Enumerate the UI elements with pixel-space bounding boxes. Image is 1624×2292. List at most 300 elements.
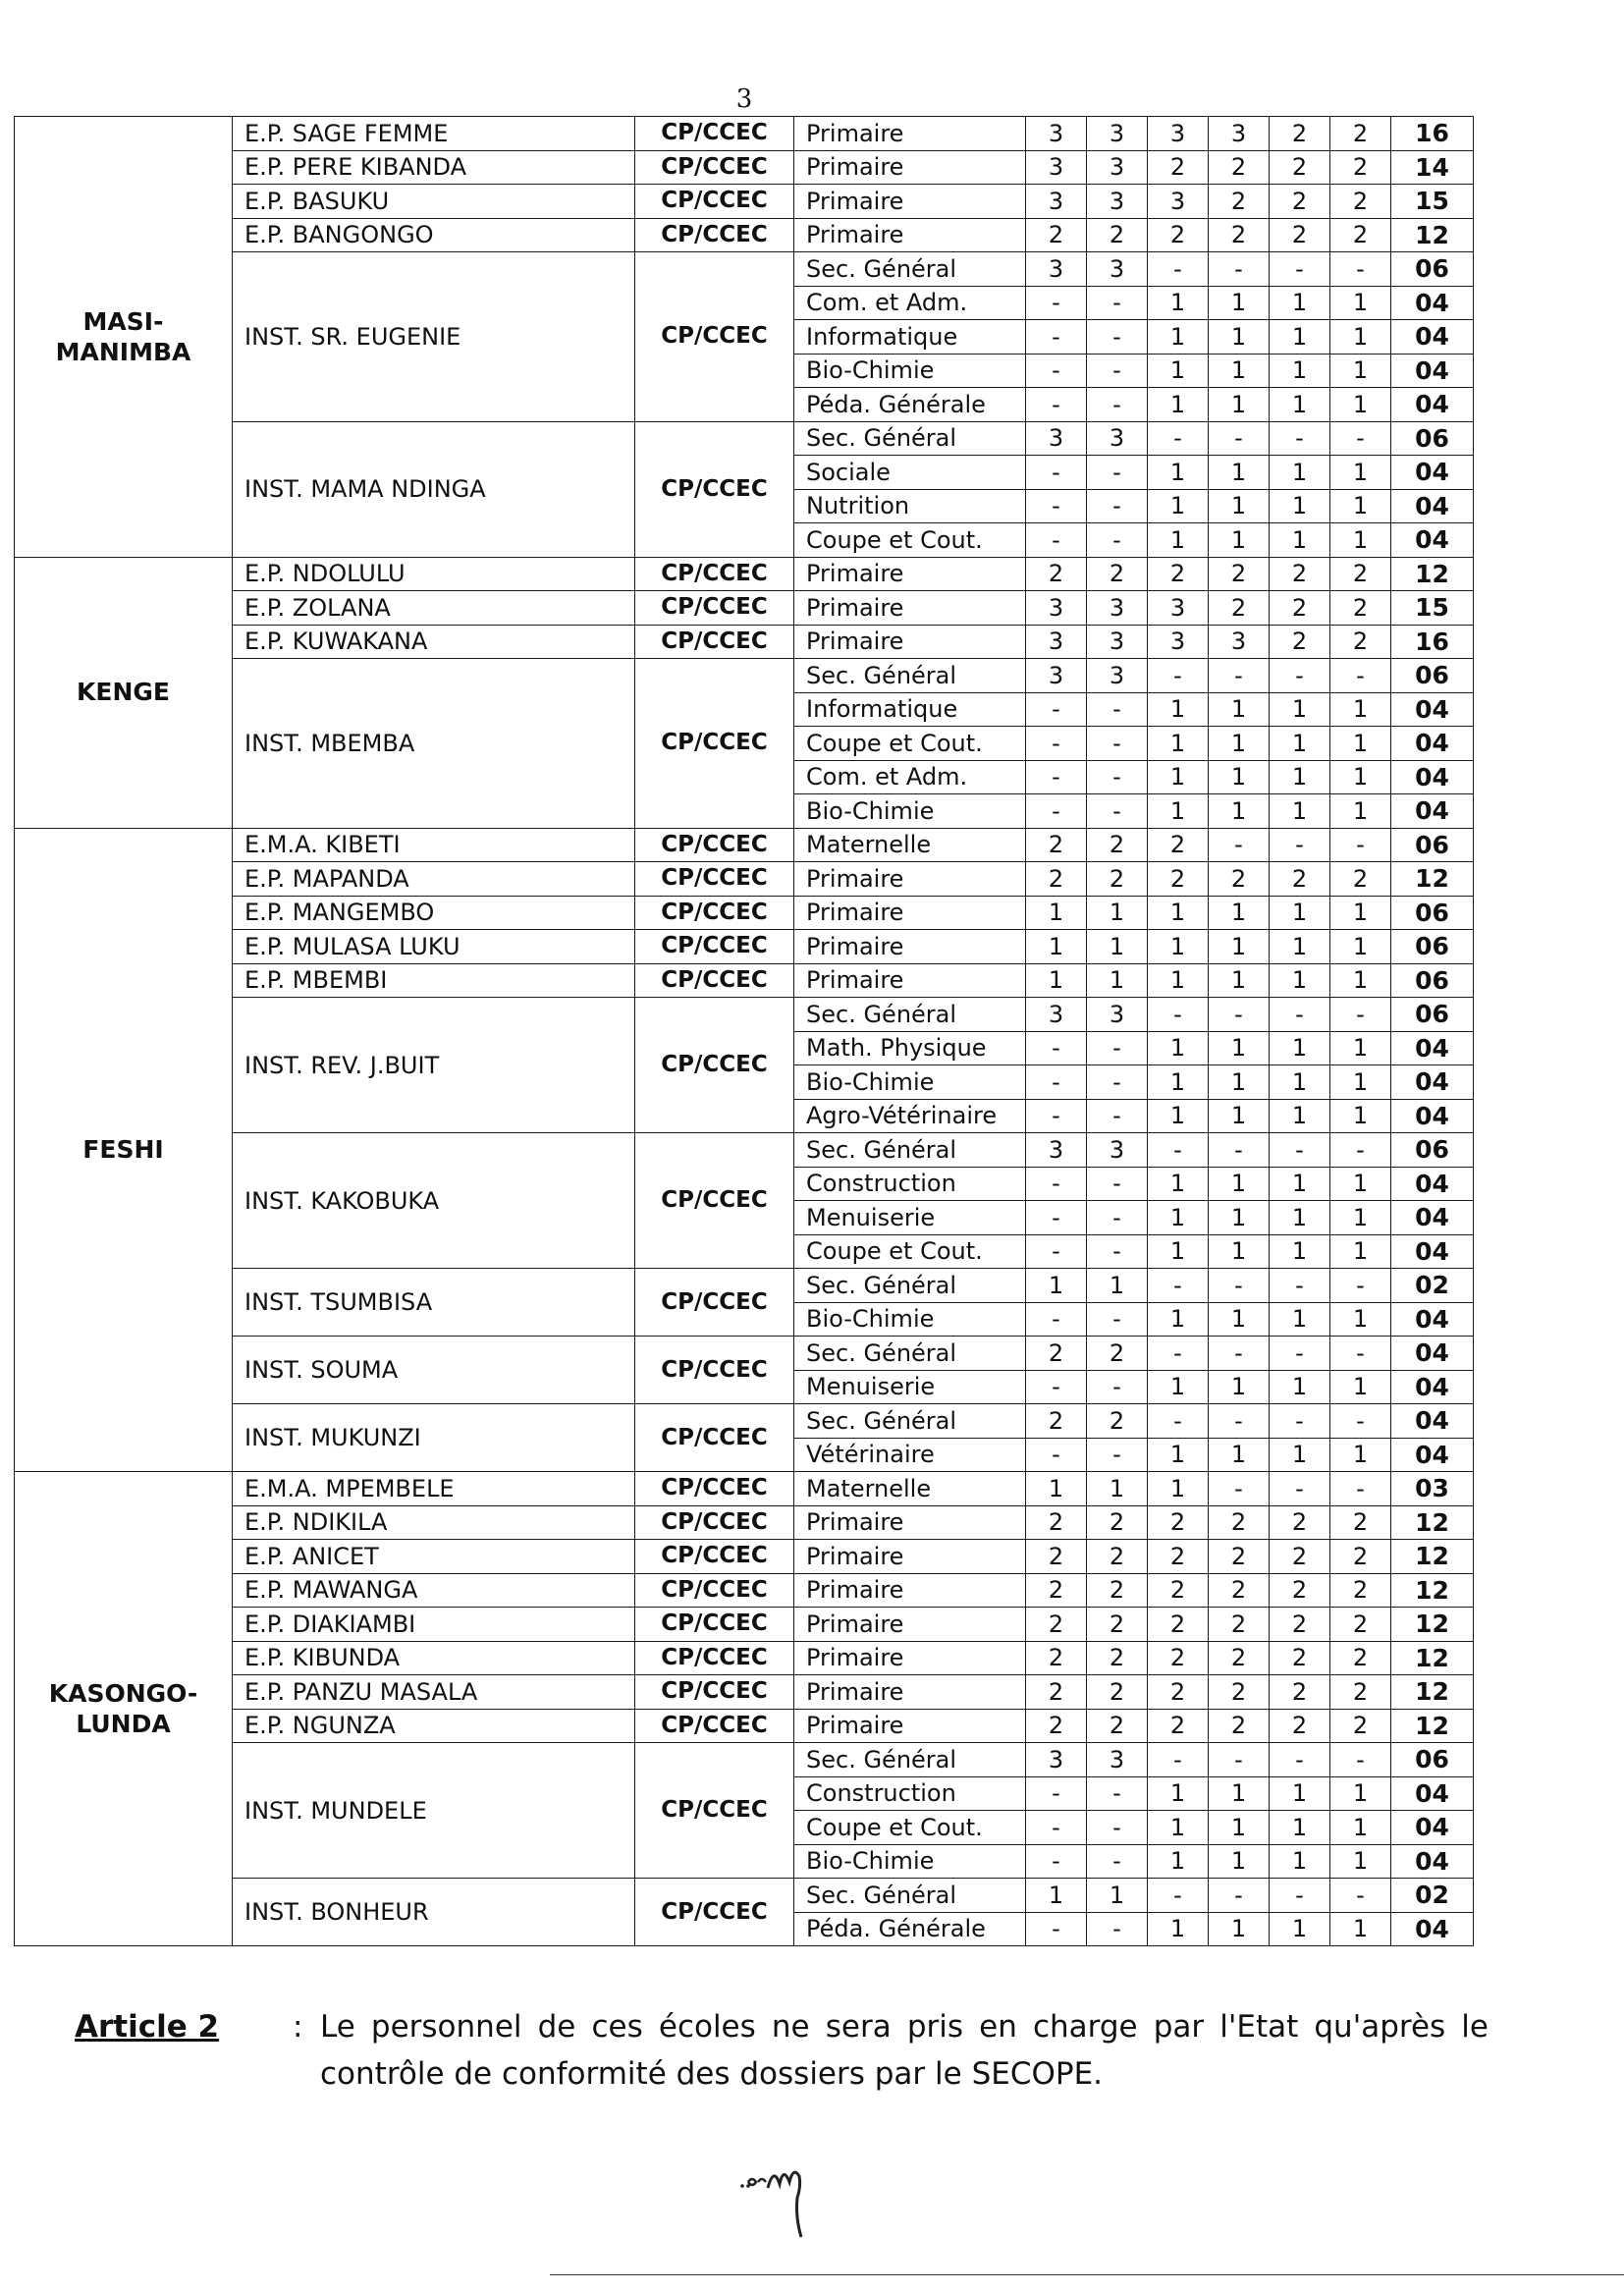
table-row bbox=[15, 659, 1474, 693]
class-count-cell: 1 bbox=[1270, 1201, 1330, 1235]
article-2 bbox=[75, 2003, 1489, 2098]
school-type-cell: CP/CCEC bbox=[635, 625, 794, 659]
option-cell: Sec. Général bbox=[794, 421, 1026, 456]
class-count-cell: 1 bbox=[1148, 1472, 1209, 1506]
class-count-cell: 1 bbox=[1270, 896, 1330, 930]
class-count-cell: - bbox=[1087, 1234, 1148, 1269]
total-cell: 04 bbox=[1391, 1099, 1474, 1133]
class-count-cell: 2 bbox=[1330, 557, 1391, 591]
class-count-cell: 3 bbox=[1026, 117, 1087, 151]
class-count-cell: 1 bbox=[1148, 388, 1209, 422]
school-type-cell: CP/CCEC bbox=[635, 1879, 794, 1946]
class-count-cell: 2 bbox=[1330, 862, 1391, 897]
total-cell: 12 bbox=[1391, 1709, 1474, 1743]
total-cell: 12 bbox=[1391, 1641, 1474, 1675]
option-cell: Primaire bbox=[794, 1709, 1026, 1743]
school-type-cell: CP/CCEC bbox=[635, 659, 794, 829]
class-count-cell: - bbox=[1026, 1099, 1087, 1133]
class-count-cell: 2 bbox=[1148, 1641, 1209, 1675]
class-count-cell: 2 bbox=[1209, 1505, 1270, 1540]
school-name-cell: E.P. NDIKILA bbox=[233, 1505, 635, 1540]
option-cell: Primaire bbox=[794, 930, 1026, 964]
class-count-cell: 2 bbox=[1148, 862, 1209, 897]
class-count-cell: - bbox=[1087, 286, 1148, 320]
class-count-cell: 1 bbox=[1087, 963, 1148, 998]
class-count-cell: 1 bbox=[1330, 1234, 1391, 1269]
class-count-cell: 3 bbox=[1087, 1743, 1148, 1777]
school-type-cell: CP/CCEC bbox=[635, 150, 794, 185]
table-row bbox=[15, 1505, 1474, 1540]
class-count-cell: 3 bbox=[1026, 998, 1087, 1032]
class-count-cell: 1 bbox=[1148, 1438, 1209, 1472]
class-count-cell: 1 bbox=[1330, 1370, 1391, 1404]
option-cell: Sec. Général bbox=[794, 1133, 1026, 1168]
school-type-cell: CP/CCEC bbox=[635, 1641, 794, 1675]
class-count-cell: 3 bbox=[1087, 591, 1148, 626]
class-count-cell: 1 bbox=[1209, 930, 1270, 964]
option-cell: Bio-Chimie bbox=[794, 1065, 1026, 1100]
table-row bbox=[15, 1133, 1474, 1168]
total-cell: 06 bbox=[1391, 659, 1474, 693]
class-count-cell: - bbox=[1026, 692, 1087, 727]
class-count-cell: 1 bbox=[1087, 896, 1148, 930]
class-count-cell: 2 bbox=[1209, 185, 1270, 219]
total-cell: 04 bbox=[1391, 1776, 1474, 1811]
class-count-cell: 2 bbox=[1330, 625, 1391, 659]
class-count-cell: 1 bbox=[1209, 1167, 1270, 1201]
total-cell: 04 bbox=[1391, 1031, 1474, 1065]
class-count-cell: 3 bbox=[1026, 591, 1087, 626]
class-count-cell: - bbox=[1209, 1337, 1270, 1371]
option-cell: Sec. Général bbox=[794, 1879, 1026, 1913]
class-count-cell: 2 bbox=[1026, 1675, 1087, 1710]
class-count-cell: 1 bbox=[1148, 523, 1209, 558]
school-name-cell: INST. MUNDELE bbox=[233, 1743, 635, 1879]
class-count-cell: 2 bbox=[1026, 1641, 1087, 1675]
total-cell: 12 bbox=[1391, 557, 1474, 591]
option-cell: Menuiserie bbox=[794, 1201, 1026, 1235]
class-count-cell: 3 bbox=[1087, 659, 1148, 693]
class-count-cell: - bbox=[1209, 998, 1270, 1032]
class-count-cell: 2 bbox=[1087, 557, 1148, 591]
total-cell: 04 bbox=[1391, 388, 1474, 422]
table-row bbox=[15, 1675, 1474, 1710]
class-count-cell: 1 bbox=[1148, 930, 1209, 964]
school-name-cell: INST. TSUMBISA bbox=[233, 1269, 635, 1337]
class-count-cell: 1 bbox=[1330, 388, 1391, 422]
school-name-cell: E.P. MULASA LUKU bbox=[233, 930, 635, 964]
total-cell: 16 bbox=[1391, 117, 1474, 151]
total-cell: 15 bbox=[1391, 185, 1474, 219]
class-count-cell: 2 bbox=[1330, 117, 1391, 151]
class-count-cell: 3 bbox=[1148, 185, 1209, 219]
total-cell: 04 bbox=[1391, 1167, 1474, 1201]
school-name-cell: INST. SOUMA bbox=[233, 1337, 635, 1404]
class-count-cell: 1 bbox=[1330, 1438, 1391, 1472]
class-count-cell: - bbox=[1148, 659, 1209, 693]
class-count-cell: - bbox=[1330, 659, 1391, 693]
class-count-cell: - bbox=[1148, 1743, 1209, 1777]
option-cell: Sociale bbox=[794, 456, 1026, 490]
class-count-cell: 1 bbox=[1270, 489, 1330, 523]
total-cell: 04 bbox=[1391, 692, 1474, 727]
class-count-cell: 2 bbox=[1270, 1540, 1330, 1574]
class-count-cell: - bbox=[1330, 252, 1391, 287]
option-cell: Maternelle bbox=[794, 828, 1026, 862]
class-count-cell: 2 bbox=[1148, 1540, 1209, 1574]
option-cell: Primaire bbox=[794, 896, 1026, 930]
class-count-cell: 1 bbox=[1026, 963, 1087, 998]
class-count-cell: 1 bbox=[1026, 1472, 1087, 1506]
class-count-cell: 2 bbox=[1270, 150, 1330, 185]
class-count-cell: - bbox=[1209, 659, 1270, 693]
school-type-cell: CP/CCEC bbox=[635, 557, 794, 591]
total-cell: 12 bbox=[1391, 1675, 1474, 1710]
school-name-cell: E.P. MAWANGA bbox=[233, 1573, 635, 1608]
school-name-cell: E.P. NGUNZA bbox=[233, 1709, 635, 1743]
class-count-cell: - bbox=[1330, 1743, 1391, 1777]
class-count-cell: 1 bbox=[1209, 1370, 1270, 1404]
location-cell: MASI- MANIMBA bbox=[15, 117, 233, 558]
class-count-cell: 1 bbox=[1270, 1438, 1330, 1472]
location-cell: KENGE bbox=[15, 557, 233, 828]
class-count-cell: 3 bbox=[1148, 591, 1209, 626]
school-name-cell: E.M.A. MPEMBELE bbox=[233, 1472, 635, 1506]
total-cell: 12 bbox=[1391, 1540, 1474, 1574]
school-type-cell: CP/CCEC bbox=[635, 1709, 794, 1743]
total-cell: 04 bbox=[1391, 1302, 1474, 1337]
table-row bbox=[15, 1404, 1474, 1439]
school-type-cell: CP/CCEC bbox=[635, 1472, 794, 1506]
class-count-cell: 1 bbox=[1330, 1776, 1391, 1811]
class-count-cell: - bbox=[1087, 1811, 1148, 1845]
class-count-cell: 1 bbox=[1026, 930, 1087, 964]
class-count-cell: 2 bbox=[1270, 625, 1330, 659]
class-count-cell: 2 bbox=[1026, 1573, 1087, 1608]
total-cell: 04 bbox=[1391, 286, 1474, 320]
school-name-cell: E.P. KUWAKANA bbox=[233, 625, 635, 659]
class-count-cell: 2 bbox=[1148, 1709, 1209, 1743]
class-count-cell: - bbox=[1148, 1337, 1209, 1371]
class-count-cell: 1 bbox=[1330, 1302, 1391, 1337]
class-count-cell: 3 bbox=[1148, 117, 1209, 151]
class-count-cell: 1 bbox=[1270, 760, 1330, 794]
class-count-cell: 1 bbox=[1148, 286, 1209, 320]
class-count-cell: - bbox=[1330, 998, 1391, 1032]
class-count-cell: 3 bbox=[1026, 185, 1087, 219]
class-count-cell: 2 bbox=[1209, 1608, 1270, 1642]
class-count-cell: 1 bbox=[1148, 354, 1209, 388]
class-count-cell: 2 bbox=[1209, 1641, 1270, 1675]
class-count-cell: - bbox=[1087, 1776, 1148, 1811]
class-count-cell: - bbox=[1087, 692, 1148, 727]
option-cell: Com. et Adm. bbox=[794, 760, 1026, 794]
school-name-cell: E.P. SAGE FEMME bbox=[233, 117, 635, 151]
class-count-cell: 1 bbox=[1330, 1201, 1391, 1235]
class-count-cell: - bbox=[1087, 320, 1148, 355]
class-count-cell: - bbox=[1148, 998, 1209, 1032]
class-count-cell: 1 bbox=[1148, 489, 1209, 523]
class-count-cell: 1 bbox=[1330, 1844, 1391, 1879]
option-cell: Construction bbox=[794, 1776, 1026, 1811]
class-count-cell: 2 bbox=[1270, 1608, 1330, 1642]
table-row bbox=[15, 930, 1474, 964]
total-cell: 06 bbox=[1391, 896, 1474, 930]
class-count-cell: - bbox=[1087, 1167, 1148, 1201]
option-cell: Menuiserie bbox=[794, 1370, 1026, 1404]
total-cell: 04 bbox=[1391, 354, 1474, 388]
class-count-cell: 1 bbox=[1330, 1031, 1391, 1065]
option-cell: Coupe et Cout. bbox=[794, 1234, 1026, 1269]
total-cell: 04 bbox=[1391, 1370, 1474, 1404]
table-row bbox=[15, 625, 1474, 659]
class-count-cell: 1 bbox=[1209, 456, 1270, 490]
class-count-cell: 2 bbox=[1087, 1573, 1148, 1608]
class-count-cell: - bbox=[1270, 998, 1330, 1032]
option-cell: Sec. Général bbox=[794, 1404, 1026, 1439]
class-count-cell: 1 bbox=[1330, 727, 1391, 761]
class-count-cell: 3 bbox=[1087, 252, 1148, 287]
class-count-cell: 1 bbox=[1330, 896, 1391, 930]
class-count-cell: 2 bbox=[1330, 1505, 1391, 1540]
option-cell: Primaire bbox=[794, 625, 1026, 659]
class-count-cell: - bbox=[1148, 421, 1209, 456]
option-cell: Primaire bbox=[794, 1573, 1026, 1608]
class-count-cell: 1 bbox=[1209, 1302, 1270, 1337]
class-count-cell: 3 bbox=[1209, 117, 1270, 151]
class-count-cell: 1 bbox=[1148, 1031, 1209, 1065]
class-count-cell: - bbox=[1026, 1844, 1087, 1879]
class-count-cell: - bbox=[1270, 1879, 1330, 1913]
class-count-cell: 2 bbox=[1087, 1608, 1148, 1642]
class-count-cell: 1 bbox=[1270, 692, 1330, 727]
school-name-cell: E.P. MANGEMBO bbox=[233, 896, 635, 930]
class-count-cell: 3 bbox=[1087, 421, 1148, 456]
class-count-cell: 2 bbox=[1330, 150, 1391, 185]
school-type-cell: CP/CCEC bbox=[635, 252, 794, 422]
table-row bbox=[15, 252, 1474, 287]
class-count-cell: 1 bbox=[1148, 896, 1209, 930]
option-cell: Vétérinaire bbox=[794, 1438, 1026, 1472]
class-count-cell: 1 bbox=[1270, 1167, 1330, 1201]
class-count-cell: 1 bbox=[1148, 692, 1209, 727]
school-type-cell: CP/CCEC bbox=[635, 185, 794, 219]
class-count-cell: - bbox=[1270, 421, 1330, 456]
article-colon: : bbox=[293, 2009, 303, 2045]
class-count-cell: 2 bbox=[1087, 1505, 1148, 1540]
school-name-cell: E.M.A. KIBETI bbox=[233, 828, 635, 862]
table-row bbox=[15, 1573, 1474, 1608]
class-count-cell: 3 bbox=[1026, 625, 1087, 659]
school-type-cell: CP/CCEC bbox=[635, 1505, 794, 1540]
option-cell: Primaire bbox=[794, 557, 1026, 591]
table-row bbox=[15, 1269, 1474, 1303]
class-count-cell: 1 bbox=[1209, 388, 1270, 422]
total-cell: 12 bbox=[1391, 1608, 1474, 1642]
school-type-cell: CP/CCEC bbox=[635, 1540, 794, 1574]
school-type-cell: CP/CCEC bbox=[635, 828, 794, 862]
table-row bbox=[15, 1641, 1474, 1675]
class-count-cell: 1 bbox=[1330, 930, 1391, 964]
total-cell: 04 bbox=[1391, 760, 1474, 794]
total-cell: 04 bbox=[1391, 456, 1474, 490]
class-count-cell: - bbox=[1209, 1133, 1270, 1168]
class-count-cell: 1 bbox=[1148, 1844, 1209, 1879]
school-name-cell: E.P. NDOLULU bbox=[233, 557, 635, 591]
table-row bbox=[15, 1879, 1474, 1913]
class-count-cell: 1 bbox=[1270, 963, 1330, 998]
class-count-cell: 1 bbox=[1270, 1370, 1330, 1404]
total-cell: 04 bbox=[1391, 1811, 1474, 1845]
class-count-cell: - bbox=[1026, 523, 1087, 558]
class-count-cell: - bbox=[1026, 456, 1087, 490]
table-row bbox=[15, 828, 1474, 862]
class-count-cell: 2 bbox=[1026, 218, 1087, 252]
total-cell: 06 bbox=[1391, 1133, 1474, 1168]
class-count-cell: 2 bbox=[1148, 1573, 1209, 1608]
class-count-cell: 2 bbox=[1270, 1709, 1330, 1743]
class-count-cell: 1 bbox=[1209, 1776, 1270, 1811]
class-count-cell: - bbox=[1148, 1879, 1209, 1913]
table-row bbox=[15, 117, 1474, 151]
school-name-cell: INST. KAKOBUKA bbox=[233, 1133, 635, 1269]
class-count-cell: 1 bbox=[1148, 727, 1209, 761]
option-cell: Primaire bbox=[794, 1641, 1026, 1675]
class-count-cell: 1 bbox=[1270, 1234, 1330, 1269]
class-count-cell: - bbox=[1087, 489, 1148, 523]
class-count-cell: 1 bbox=[1270, 456, 1330, 490]
class-count-cell: - bbox=[1270, 1472, 1330, 1506]
class-count-cell: 1 bbox=[1148, 1201, 1209, 1235]
class-count-cell: - bbox=[1087, 1370, 1148, 1404]
class-count-cell: 2 bbox=[1148, 218, 1209, 252]
class-count-cell: - bbox=[1330, 1472, 1391, 1506]
class-count-cell: 1 bbox=[1148, 1912, 1209, 1946]
class-count-cell: 2 bbox=[1330, 1709, 1391, 1743]
class-count-cell: 2 bbox=[1330, 1675, 1391, 1710]
class-count-cell: - bbox=[1148, 1404, 1209, 1439]
location-cell: FESHI bbox=[15, 828, 233, 1472]
total-cell: 04 bbox=[1391, 1201, 1474, 1235]
option-cell: Péda. Générale bbox=[794, 388, 1026, 422]
class-count-cell: - bbox=[1330, 1269, 1391, 1303]
class-count-cell: 2 bbox=[1270, 862, 1330, 897]
page-number: 3 bbox=[735, 84, 753, 114]
school-type-cell: CP/CCEC bbox=[635, 1675, 794, 1710]
schools-table-container bbox=[14, 116, 1473, 1946]
class-count-cell: 2 bbox=[1148, 1675, 1209, 1710]
class-count-cell: - bbox=[1026, 320, 1087, 355]
total-cell: 04 bbox=[1391, 320, 1474, 355]
table-row bbox=[15, 591, 1474, 626]
school-type-cell: CP/CCEC bbox=[635, 1743, 794, 1879]
class-count-cell: - bbox=[1270, 1269, 1330, 1303]
class-count-cell: 2 bbox=[1148, 828, 1209, 862]
total-cell: 04 bbox=[1391, 1844, 1474, 1879]
class-count-cell: 1 bbox=[1209, 1912, 1270, 1946]
class-count-cell: 1 bbox=[1209, 1065, 1270, 1100]
option-cell: Primaire bbox=[794, 963, 1026, 998]
class-count-cell: - bbox=[1330, 1879, 1391, 1913]
total-cell: 12 bbox=[1391, 218, 1474, 252]
class-count-cell: - bbox=[1026, 1031, 1087, 1065]
total-cell: 04 bbox=[1391, 1438, 1474, 1472]
class-count-cell: 1 bbox=[1148, 760, 1209, 794]
class-count-cell: 2 bbox=[1209, 591, 1270, 626]
class-count-cell: - bbox=[1330, 1404, 1391, 1439]
class-count-cell: - bbox=[1026, 1912, 1087, 1946]
class-count-cell: 1 bbox=[1270, 388, 1330, 422]
class-count-cell: 2 bbox=[1270, 117, 1330, 151]
school-name-cell: E.P. KIBUNDA bbox=[233, 1641, 635, 1675]
class-count-cell: 1 bbox=[1148, 963, 1209, 998]
total-cell: 06 bbox=[1391, 828, 1474, 862]
class-count-cell: 1 bbox=[1148, 1167, 1209, 1201]
total-cell: 06 bbox=[1391, 930, 1474, 964]
class-count-cell: 3 bbox=[1026, 1133, 1087, 1168]
class-count-cell: - bbox=[1026, 286, 1087, 320]
option-cell: Bio-Chimie bbox=[794, 794, 1026, 829]
class-count-cell: 1 bbox=[1330, 1065, 1391, 1100]
class-count-cell: 1 bbox=[1270, 727, 1330, 761]
table-row bbox=[15, 150, 1474, 185]
article-label: Article 2 bbox=[75, 2009, 220, 2045]
class-count-cell: 2 bbox=[1270, 557, 1330, 591]
class-count-cell: 2 bbox=[1087, 828, 1148, 862]
class-count-cell: 2 bbox=[1087, 1540, 1148, 1574]
option-cell: Construction bbox=[794, 1167, 1026, 1201]
class-count-cell: 1 bbox=[1270, 354, 1330, 388]
option-cell: Primaire bbox=[794, 1540, 1026, 1574]
class-count-cell: 1 bbox=[1209, 727, 1270, 761]
school-type-cell: CP/CCEC bbox=[635, 1269, 794, 1337]
option-cell: Math. Physique bbox=[794, 1031, 1026, 1065]
school-name-cell: E.P. BASUKU bbox=[233, 185, 635, 219]
class-count-cell: - bbox=[1209, 828, 1270, 862]
class-count-cell: 1 bbox=[1087, 930, 1148, 964]
class-count-cell: 2 bbox=[1209, 557, 1270, 591]
total-cell: 14 bbox=[1391, 150, 1474, 185]
class-count-cell: 1 bbox=[1148, 1065, 1209, 1100]
class-count-cell: 2 bbox=[1209, 1709, 1270, 1743]
total-cell: 06 bbox=[1391, 963, 1474, 998]
total-cell: 06 bbox=[1391, 1743, 1474, 1777]
school-type-cell: CP/CCEC bbox=[635, 963, 794, 998]
class-count-cell: - bbox=[1087, 1201, 1148, 1235]
class-count-cell: 3 bbox=[1209, 625, 1270, 659]
total-cell: 04 bbox=[1391, 1234, 1474, 1269]
class-count-cell: - bbox=[1209, 1743, 1270, 1777]
table-row bbox=[15, 1608, 1474, 1642]
class-count-cell: 2 bbox=[1026, 1404, 1087, 1439]
class-count-cell: 1 bbox=[1209, 1844, 1270, 1879]
school-type-cell: CP/CCEC bbox=[635, 591, 794, 626]
option-cell: Informatique bbox=[794, 320, 1026, 355]
class-count-cell: 2 bbox=[1087, 1641, 1148, 1675]
class-count-cell: 1 bbox=[1330, 354, 1391, 388]
class-count-cell: 2 bbox=[1148, 1505, 1209, 1540]
total-cell: 04 bbox=[1391, 1912, 1474, 1946]
option-cell: Péda. Générale bbox=[794, 1912, 1026, 1946]
school-name-cell: E.P. BANGONGO bbox=[233, 218, 635, 252]
class-count-cell: 1 bbox=[1209, 794, 1270, 829]
total-cell: 04 bbox=[1391, 1337, 1474, 1371]
class-count-cell: 1 bbox=[1270, 1776, 1330, 1811]
school-type-cell: CP/CCEC bbox=[635, 896, 794, 930]
class-count-cell: - bbox=[1270, 659, 1330, 693]
option-cell: Primaire bbox=[794, 1505, 1026, 1540]
total-cell: 04 bbox=[1391, 489, 1474, 523]
